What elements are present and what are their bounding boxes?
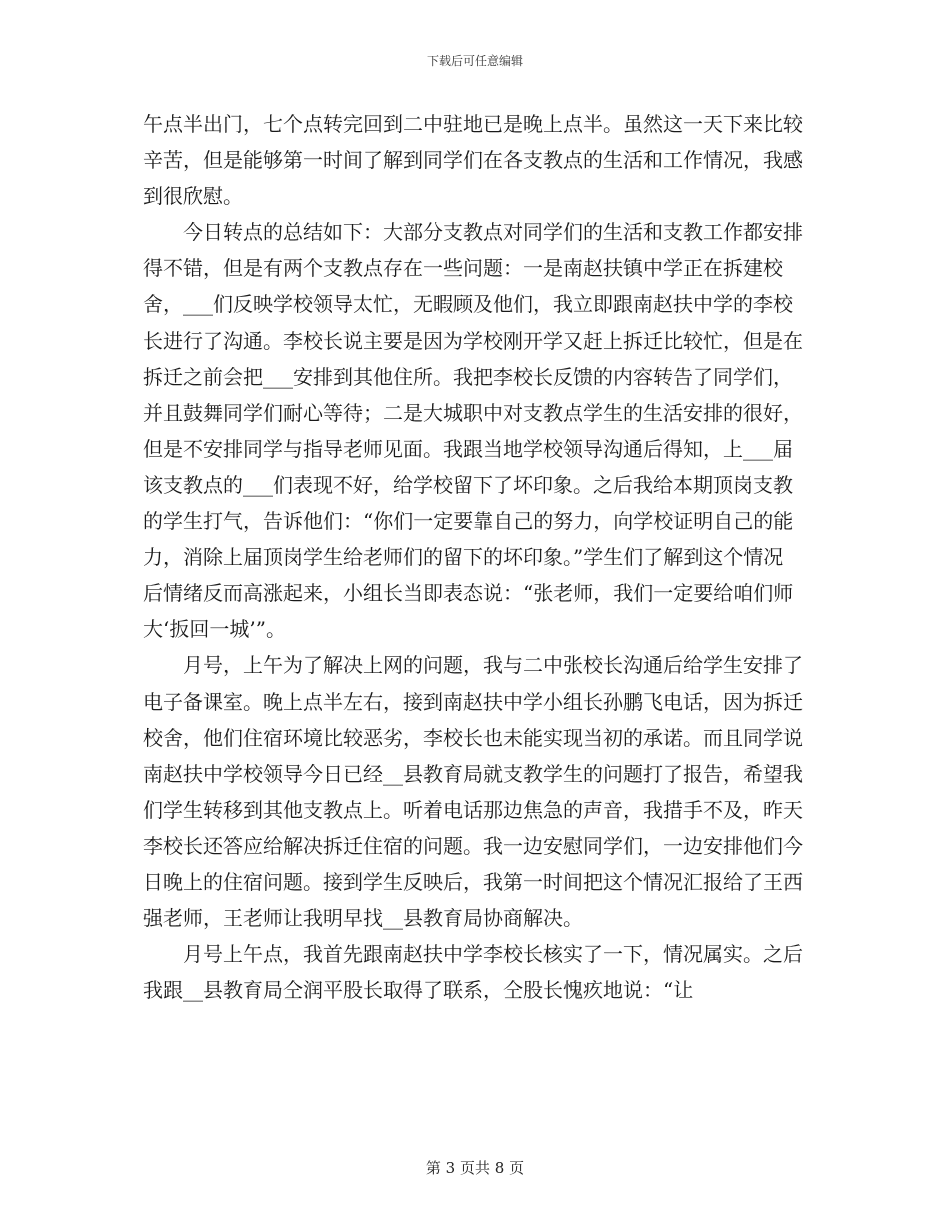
paragraph-3: 月号，上午为了解决上网的问题，我与二中张校长沟通后给学生安排了电子备课室。晚上点半左右，接到南赵扶中学小组长孙鹏飞电话，因为拆迁校舍，他们住宿环境比较恶劣，李校长也未能实现当初的承诺。而且同学说南赵扶中学校领导今日已经__县教育局就支教学生的问题打了报告，希望我们学生转移到其他支教点上。听着电话那边焦急的声音，我措手不及，昨天李校长还答应给解决拆迁住宿的问题。我一边安慰同学们，一边安排他们今日晚上的住宿问题。接到学生反映后，我第一时间把这个情况汇报给了王西强老师，王老师让我明早找__县教育局协商解决。 (143, 653, 803, 931)
document-body (143, 106, 803, 1008)
page-footer: 第 3 页共 8 页 (425, 1159, 525, 1177)
page-header: 下载后可任意编辑 (426, 54, 523, 68)
paragraph-4: 月号上午点，我首先跟南赵扶中学李校长核实了一下，情况属实。之后我跟__县教育局仝润平股长取得了联系，仝股长愧疚地说：“让 (143, 942, 803, 1003)
paragraph-2: 今日转点的总结如下：大部分支教点对同学们的生活和支教工作都安排得不错，但是有两个支教点存在一些问题：一是南赵扶镇中学正在拆建校舍，___们反映学校领导太忙，无暇顾及他们，我立即跟南赵扶中学的李校长进行了沟通。李校长说主要是因为学校刚开学又赶上拆迁比较忙，但是在拆迁之前会把___安排到其他住所。我把李校长反馈的内容转告了同学们，并且鼓舞同学们耐心等待；二是大城职中对支教点学生的生活安排的很好，但是不安排同学与指导老师见面。我跟当地学校领导沟通后得知，上___届该支教点的___们表现不好，给学校留下了坏印象。之后我给本期顶岗支教的学生打气，告诉他们：“你们一定要靠自己的努力，向学校证明自己的能力，消除上届顶岗学生给老师们的留下的坏印象。”学生们了解到这个情况后情绪反而高涨起来，小组长当即表态说：“张老师，我们一定要给咱们师大‘扳回一城’”。 (143, 220, 803, 642)
paragraph-1: 午点半出门，七个点转完回到二中驻地已是晚上点半。虽然这一天下来比较辛苦，但是能够第一时间了解到同学们在各支教点的生活和工作情况，我感到很欣慰。 (143, 112, 803, 209)
